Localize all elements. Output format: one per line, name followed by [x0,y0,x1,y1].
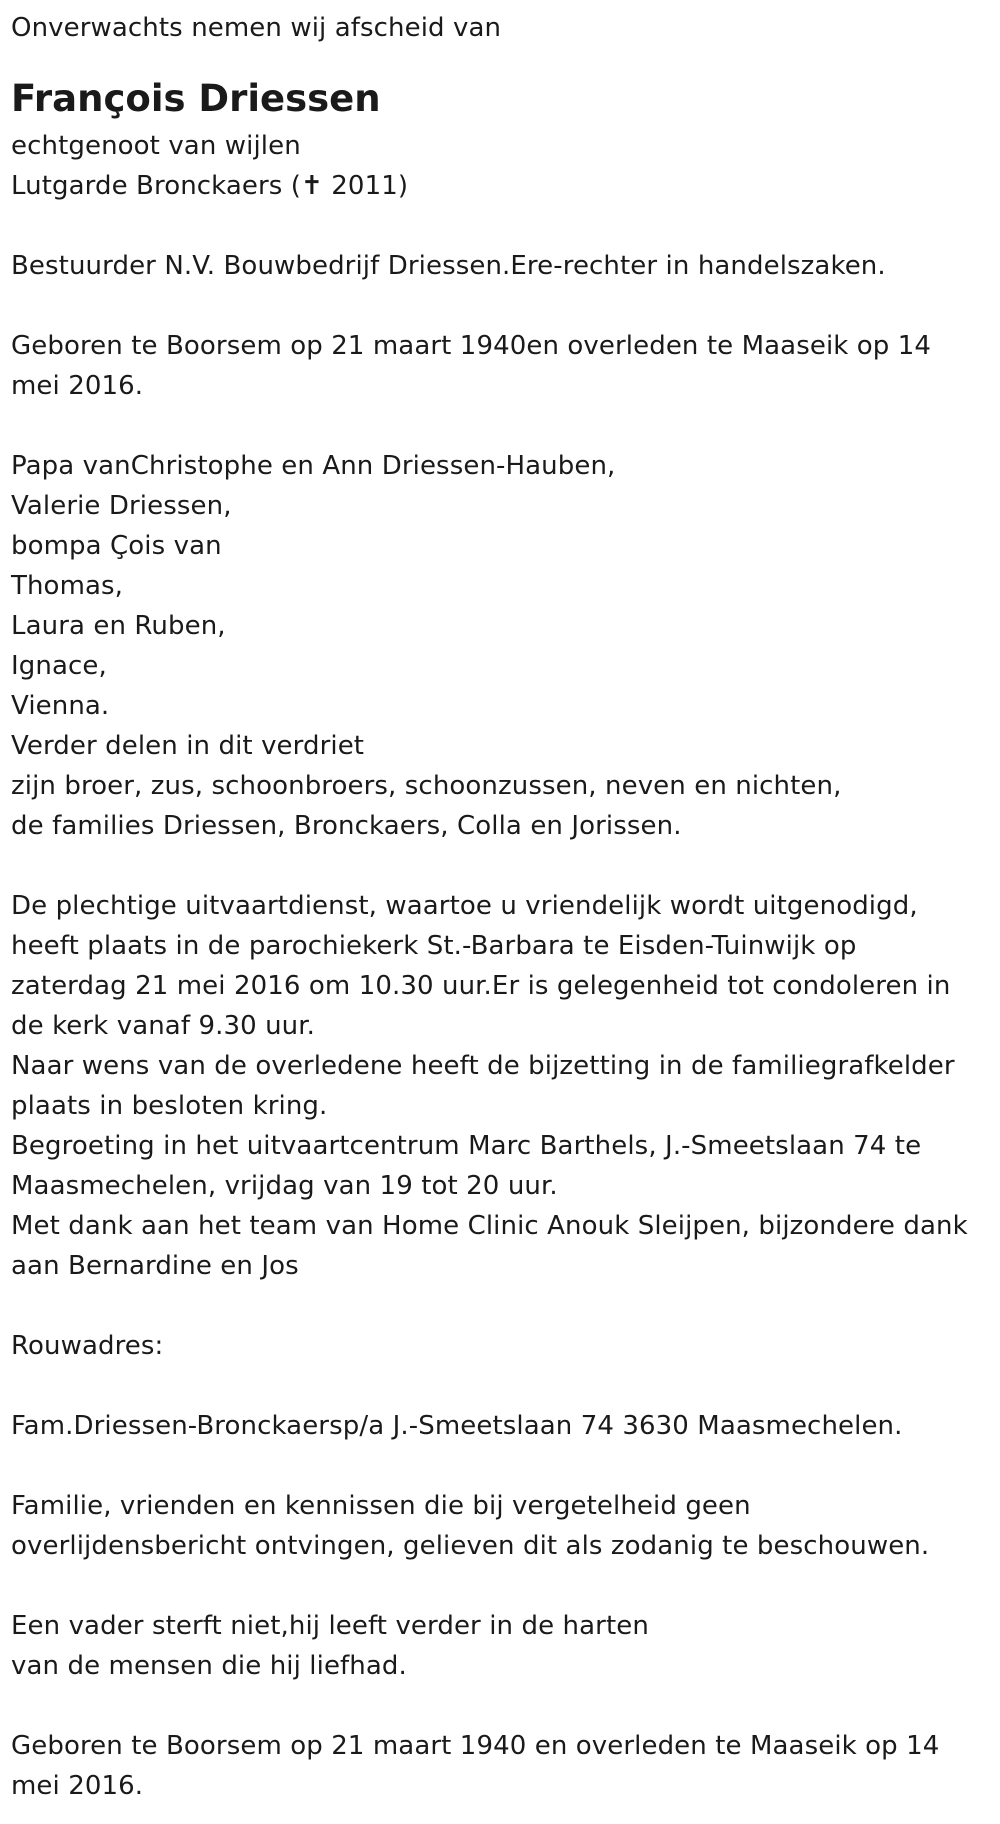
occupation-text: Bestuurder N.V. Bouwbedrijf Driessen.Ere-rechter in handelszaken. [11,251,886,281]
service-line: Maasmechelen, vrijdag van 19 tot 20 uur. [11,1171,558,1201]
service-line: Met dank aan het team van Home Clinic Anouk Sleijpen, bijzondere dank [11,1211,968,1241]
family-line: Ignace, [11,651,107,681]
service-line: plaats in besloten kring. [11,1091,328,1121]
notice-line: Familie, vrienden en kennissen die bij vergetelheid geen [11,1491,751,1521]
birth-death-line: Geboren te Boorsem op 21 maart 1940en overleden te Maaseik op 14 [11,331,932,361]
family-line: Valerie Driessen, [11,491,232,521]
family-line: Verder delen in dit verdriet [11,731,365,761]
service-line: De plechtige uitvaartdienst, waartoe u vriendelijk wordt uitgenodigd, [11,891,918,921]
birth-death-line: Geboren te Boorsem op 21 maart 1940 en overleden te Maaseik op 14 [11,1731,940,1761]
quote-line: Een vader sterft niet,hij leeft verder in de harten [11,1611,649,1641]
death-notice [11,8,996,1806]
family-line: zijn broer, zus, schoonbroers, schoonzussen, neven en nichten, [11,771,842,801]
address-label: Rouwadres: [11,1331,164,1361]
notice-line: overlijdensbericht ontvingen, gelieven dit als zodanig te beschouwen. [11,1531,930,1561]
service-line: Begroeting in het uitvaartcentrum Marc Barthels, J.-Smeetslaan 74 te [11,1131,922,1161]
family-line: de families Driessen, Bronckaers, Colla en Jorissen. [11,811,682,841]
family-line: Laura en Ruben, [11,611,226,641]
birth-death-line: mei 2016. [11,371,144,401]
family-line: Papa vanChristophe en Ann Driessen-Hauben, [11,451,616,481]
address-text: Fam.Driessen-Bronckaersp/a J.-Smeetslaan 74 3630 Maasmechelen. [11,1411,903,1441]
spouse-line: Lutgarde Bronckaers (✝ 2011) [11,171,409,201]
service-line: de kerk vanaf 9.30 uur. [11,1011,316,1041]
spouse-line: echtgenoot van wijlen [11,131,301,161]
quote-line: van de mensen die hij liefhad. [11,1651,407,1681]
intro-text: Onverwachts nemen wij afscheid van [11,13,502,43]
service-line: aan Bernardine en Jos [11,1251,299,1281]
service-line: heeft plaats in de parochiekerk St.-Barbara te Eisden-Tuinwijk op [11,931,857,961]
service-line: zaterdag 21 mei 2016 om 10.30 uur.Er is gelegenheid tot condoleren in [11,971,951,1001]
birth-death-line: mei 2016. [11,1771,144,1801]
service-line: Naar wens van de overledene heeft de bijzetting in de familiegrafkelder [11,1051,955,1081]
family-line: Vienna. [11,691,110,721]
family-line: bompa Çois van [11,531,222,561]
family-line: Thomas, [11,571,124,601]
deceased-name: François Driessen [11,77,381,120]
